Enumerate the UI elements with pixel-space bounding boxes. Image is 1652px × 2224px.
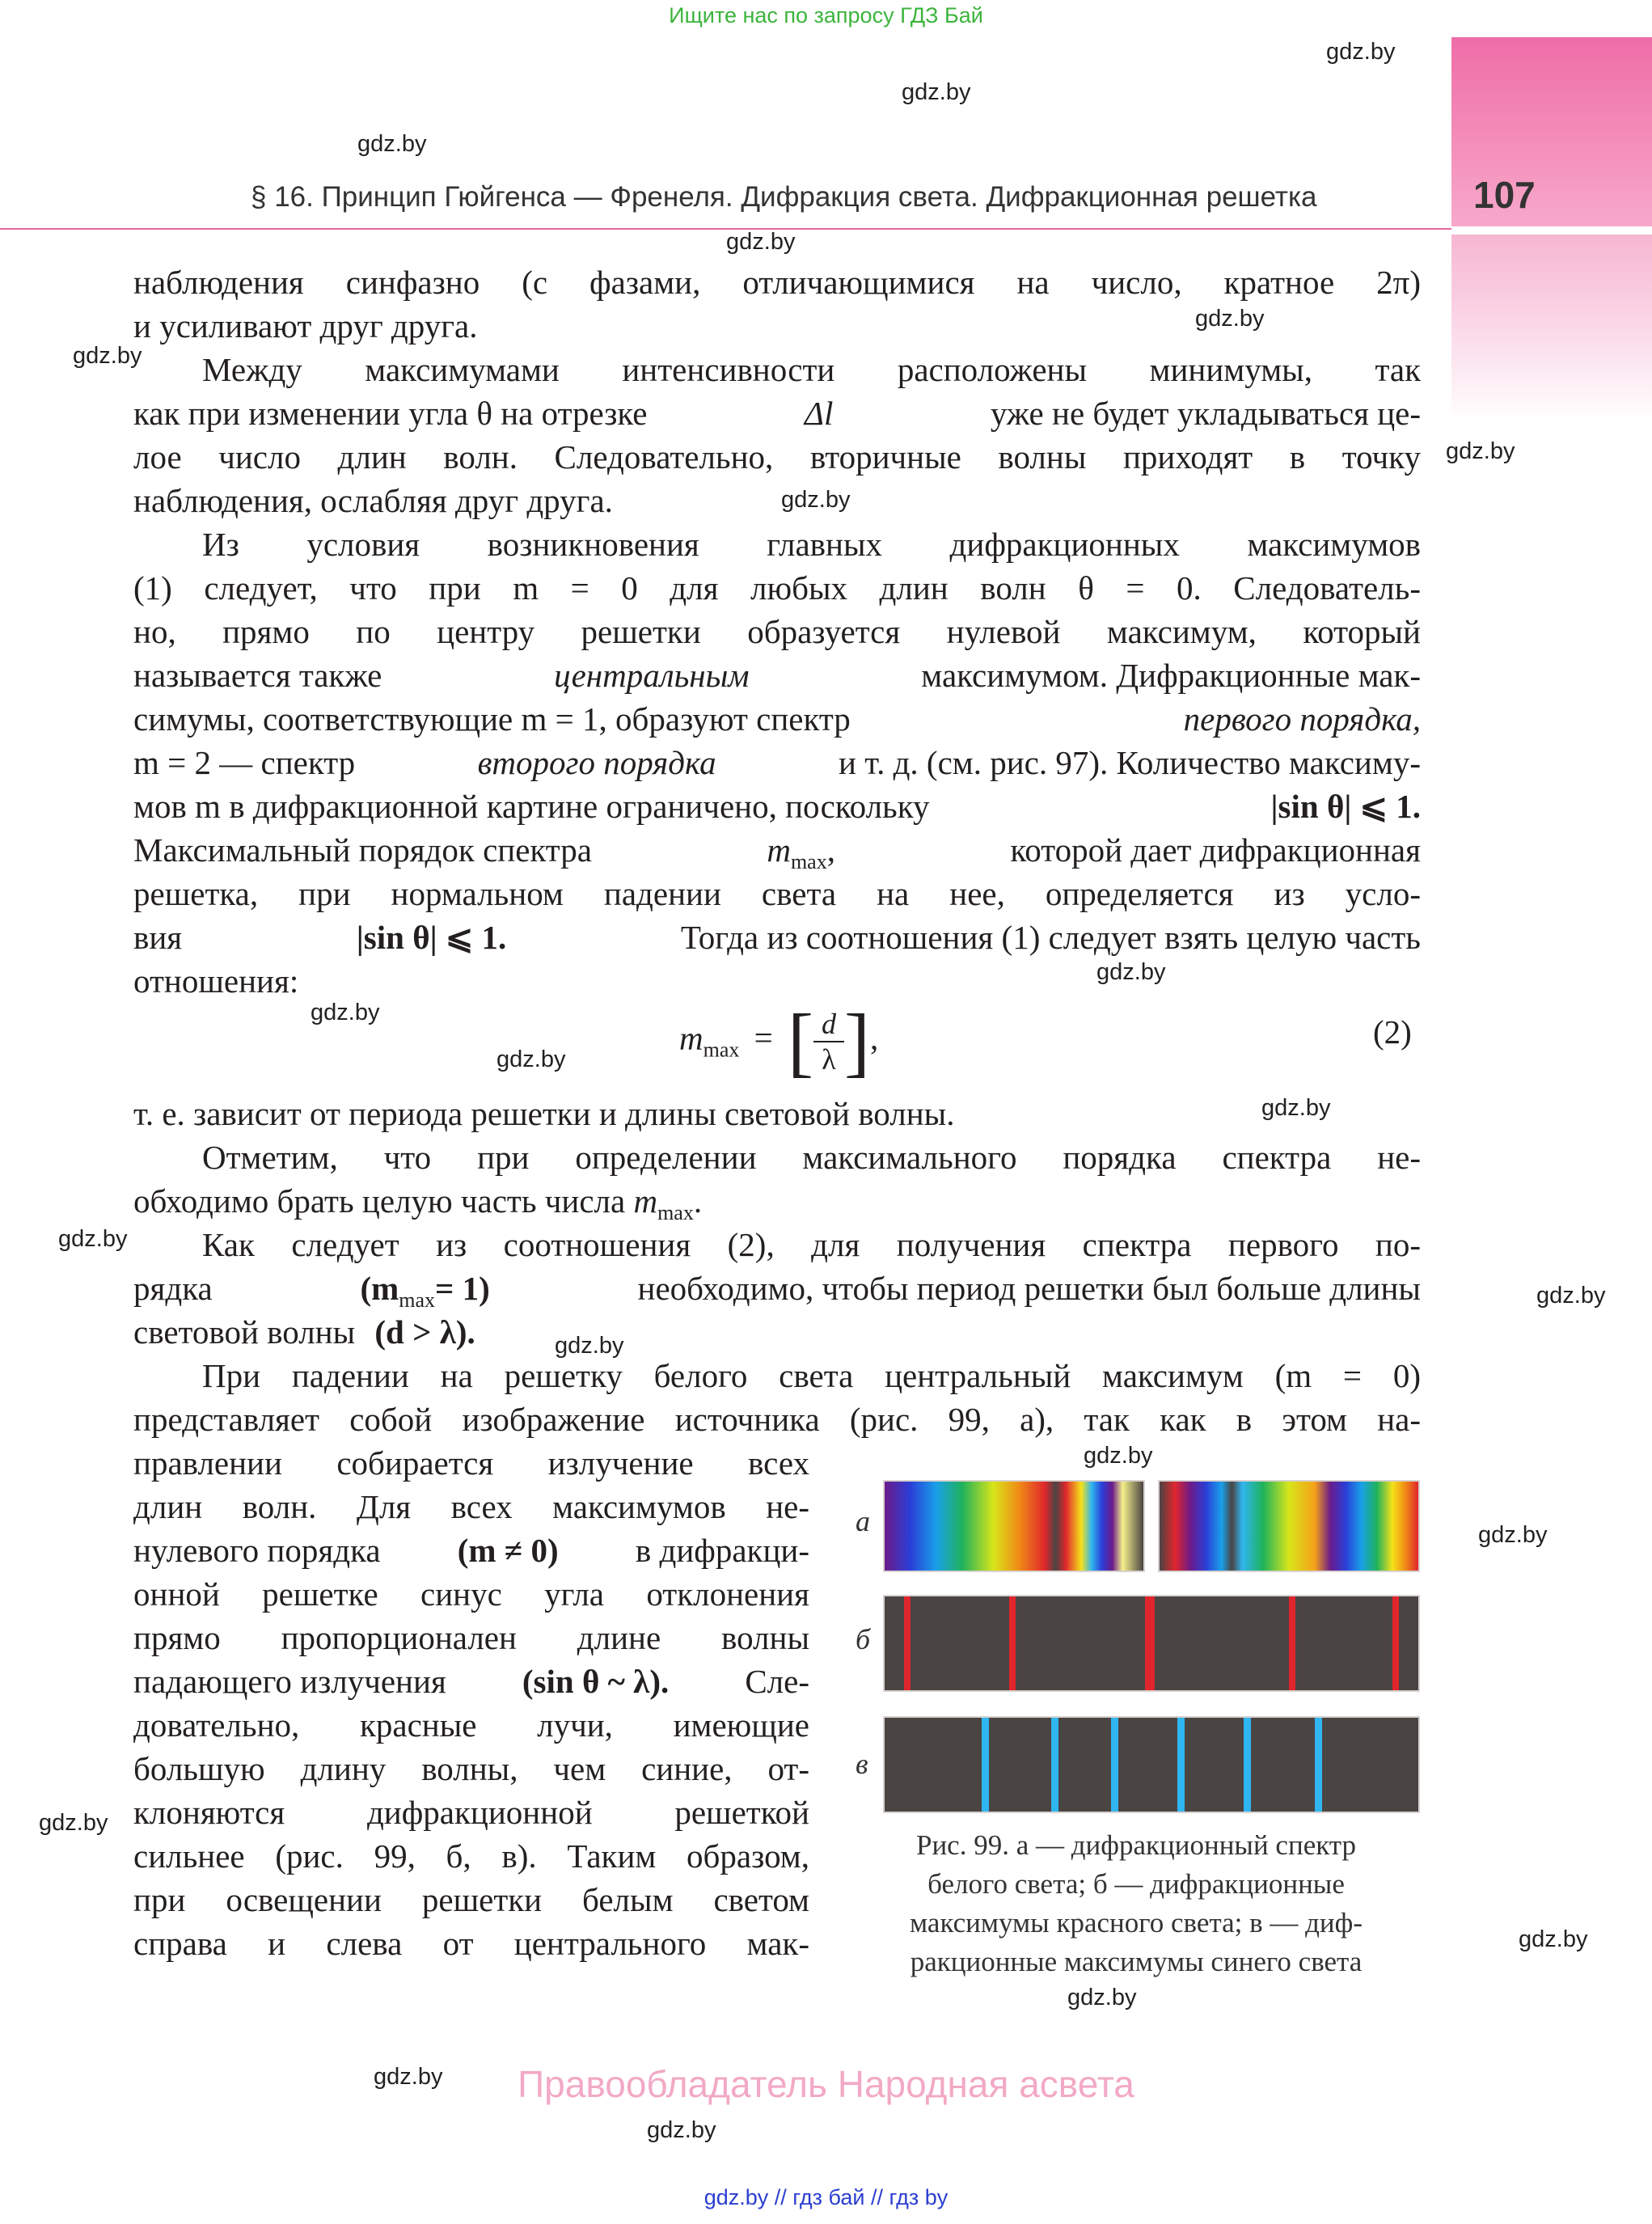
body-line: клоняются дифракционной решеткой (133, 1794, 809, 1831)
blue-line (1315, 1718, 1322, 1812)
body-line: прямо пропорционален длине волны (133, 1619, 809, 1656)
watermark: gdz.by (73, 343, 142, 369)
body-text: m = 2 — спектр (133, 744, 356, 781)
left-bracket: [ (788, 998, 813, 1085)
figure-caption (849, 1826, 1423, 1981)
fraction-denominator: λ (822, 1043, 836, 1076)
spectrum-right (1158, 1480, 1420, 1572)
sin-condition: |sin θ| ⩽ 1. (1270, 788, 1421, 825)
caption-line: белого света; б — дифракционные (927, 1868, 1345, 1900)
max-subscript: max (790, 850, 827, 874)
max-subscript: max (657, 1201, 694, 1225)
body-text: Тогда из соотношения (1) следует взять целую часть (680, 919, 1421, 956)
watermark: gdz.by (1519, 1926, 1588, 1952)
formula-comma: , (869, 1019, 879, 1057)
body-text: нулевого порядка (133, 1532, 381, 1569)
body-line: большую длину волны, чем синие, от- (133, 1750, 809, 1787)
page-tab-fade (1451, 235, 1652, 421)
right-bracket: ] (843, 998, 870, 1085)
body-line: при освещении решетки белым светом (133, 1881, 809, 1918)
body-line-composite (133, 1528, 809, 1572)
body-text: обходимо брать целую часть числа (133, 1182, 626, 1220)
copyright-footer: Правообладатель Народная асвета (518, 2063, 1134, 2105)
body-line-composite (133, 391, 1421, 435)
body-line: сильнее (рис. 99, б, в). Таким образом, (133, 1837, 809, 1875)
figure-label-b: б (856, 1623, 871, 1655)
watermark: gdz.by (496, 1046, 566, 1072)
body-text: в дифракци- (635, 1532, 809, 1569)
body-text: которой дает дифракционная (1010, 831, 1421, 869)
watermark: gdz.by (1536, 1283, 1606, 1309)
m-not-zero: (m ≠ 0) (457, 1532, 559, 1569)
body-line: но, прямо по центру решетки образуется нулевой максимум, который (133, 613, 1421, 650)
watermark: gdz.by (58, 1226, 128, 1252)
body-text: как при изменении угла θ на отрезке (133, 395, 648, 432)
m-symbol: m (767, 831, 791, 869)
watermark: gdz.by (1446, 438, 1515, 464)
body-line: наблюдения синфазно (с фазами, отличающимися на число, кратное 2π) (133, 264, 1421, 301)
caption-line: максимумы красного света; в — диф- (910, 1907, 1363, 1939)
comma: , (826, 831, 835, 869)
fraction-numerator: d (813, 1007, 844, 1042)
first-order-rest: = 1) (435, 1270, 490, 1307)
body-text-italic: второго порядка (477, 744, 716, 781)
body-text: необходимо, чтобы период решетки был больше длины (637, 1270, 1421, 1307)
body-text: максимумом. Дифракционные мак- (921, 657, 1421, 694)
body-line-composite (133, 1660, 809, 1703)
watermark: gdz.by (1195, 306, 1265, 332)
body-line-composite (133, 697, 1421, 741)
body-line: решетка, при нормальном падении света на нее, определяется из усло- (133, 875, 1421, 912)
watermark: gdz.by (555, 1333, 624, 1359)
body-line: представляет собой изображение источника (рис. 99, а), так как в этом на- (133, 1401, 1421, 1438)
body-text: вия (133, 919, 183, 956)
blue-line (1111, 1718, 1118, 1812)
watermark: gdz.by (1067, 1985, 1137, 2010)
body-line: справа и слева от центрального мак- (133, 1925, 809, 1962)
body-line-composite (133, 784, 1421, 828)
formula-m: m (679, 1019, 703, 1057)
blue-maxima-strip (883, 1716, 1420, 1813)
body-text: падающего излучения (133, 1663, 446, 1700)
blue-line (1177, 1718, 1185, 1812)
body-text: световой волны (133, 1313, 356, 1351)
formula-2 (679, 998, 879, 1085)
body-line-composite (133, 915, 1421, 959)
body-line: и усиливают друг друга. (133, 307, 478, 345)
spectrum-left (883, 1480, 1145, 1572)
watermark: gdz.by (1084, 1443, 1153, 1469)
body-text: мов m в дифракционной картине ограничено, поскольку (133, 788, 930, 825)
red-line (1009, 1596, 1016, 1690)
red-line (1145, 1596, 1155, 1690)
body-text: рядка (133, 1270, 213, 1307)
m-symbol: m (633, 1182, 658, 1220)
sin-proportional: (sin θ ~ λ). (522, 1663, 670, 1700)
formula-equals: = (754, 1019, 773, 1057)
caption-line: Рис. 99. а — дифракционный спектр (915, 1829, 1356, 1861)
body-line: Из условия возникновения главных дифракционных максимумов (202, 526, 1421, 563)
body-line: т. е. зависит от периода решетки и длины световой волны. (133, 1095, 955, 1132)
watermark: gdz.by (902, 79, 971, 105)
top-banner[interactable]: Ищите нас по запросу ГДЗ Бай (669, 3, 983, 27)
red-maxima-strip (883, 1595, 1420, 1692)
watermark: gdz.by (1261, 1095, 1331, 1121)
body-line: (1) следует, что при m = 0 для любых длин волн θ = 0. Следователь- (133, 569, 1421, 607)
watermark: gdz.by (781, 487, 851, 513)
equation-number: (2) (1373, 1013, 1412, 1051)
bottom-links[interactable]: gdz.by // гдз бай // гдз by (703, 2185, 949, 2209)
white-light-spectrum (883, 1480, 1417, 1569)
delta-l-symbol: Δl (804, 395, 834, 432)
watermark: gdz.by (1478, 1522, 1548, 1548)
body-text: Максимальный порядок спектра (133, 831, 592, 869)
blue-line (1051, 1718, 1058, 1812)
section-title: § 16. Принцип Гюйгенса — Френеля. Дифракция света. Дифракционная решетка (251, 181, 1317, 213)
watermark: gdz.by (357, 131, 427, 157)
red-line (1289, 1596, 1295, 1690)
body-text-italic: центральным (554, 657, 750, 694)
body-line: правлении собирается излучение всех (133, 1444, 809, 1482)
body-line: отношения: (133, 962, 299, 1000)
body-line: довательно, красные лучи, имеющие (133, 1706, 809, 1744)
body-text: Сле- (745, 1663, 809, 1700)
red-line (1392, 1596, 1399, 1690)
watermark: gdz.by (374, 2064, 443, 2090)
blue-line (1244, 1718, 1251, 1812)
watermark: gdz.by (1326, 39, 1396, 65)
body-line-composite (133, 653, 1421, 697)
body-text: уже не будет укладываться це- (990, 395, 1421, 432)
formula-max-sub: max (703, 1038, 740, 1062)
body-line-composite (133, 741, 1421, 784)
body-line: онной решетке синус угла отклонения (133, 1575, 809, 1613)
d-gt-lambda: (d > λ). (374, 1313, 475, 1351)
body-text: и т. д. (см. рис. 97). Количество максиму- (839, 744, 1421, 781)
period: . (693, 1182, 703, 1220)
watermark: gdz.by (647, 2117, 716, 2143)
sin-condition: |sin θ| ⩽ 1. (356, 919, 507, 956)
first-order-m: (m (360, 1270, 399, 1307)
figure-label-a: а (856, 1505, 870, 1537)
body-text: симумы, соответствующие m = 1, образуют спектр (133, 700, 851, 738)
page-number: 107 (1473, 174, 1536, 216)
body-text: называется также (133, 657, 382, 694)
watermark: gdz.by (39, 1810, 108, 1836)
watermark: gdz.by (726, 229, 796, 255)
caption-line: ракционные максимумы синего света (910, 1946, 1363, 1977)
body-line: Отметим, что при определении максимального порядка спектра не- (202, 1139, 1421, 1176)
body-line: лое число длин волн. Следовательно, вторичные волны приходят в точку (133, 438, 1421, 476)
body-line: Между максимумами интенсивности расположены минимумы, так (202, 351, 1421, 388)
body-line: Как следует из соотношения (2), для получения спектра первого по- (202, 1226, 1421, 1263)
body-line: При падении на решетку белого света центральный максимум (m = 0) (202, 1357, 1421, 1394)
fraction (813, 1007, 844, 1076)
body-line-composite (133, 1310, 475, 1354)
watermark: gdz.by (1096, 959, 1166, 985)
body-line: длин волн. Для всех максимумов не- (133, 1488, 809, 1525)
red-line (904, 1596, 911, 1690)
body-line: наблюдения, ослабляя друг друга. (133, 482, 613, 519)
blue-line (982, 1718, 989, 1812)
watermark: gdz.by (311, 1000, 380, 1025)
body-text-italic: первого порядка, (1183, 700, 1421, 738)
figure-label-c: в (856, 1748, 868, 1780)
first-order-sub: max (399, 1288, 436, 1313)
